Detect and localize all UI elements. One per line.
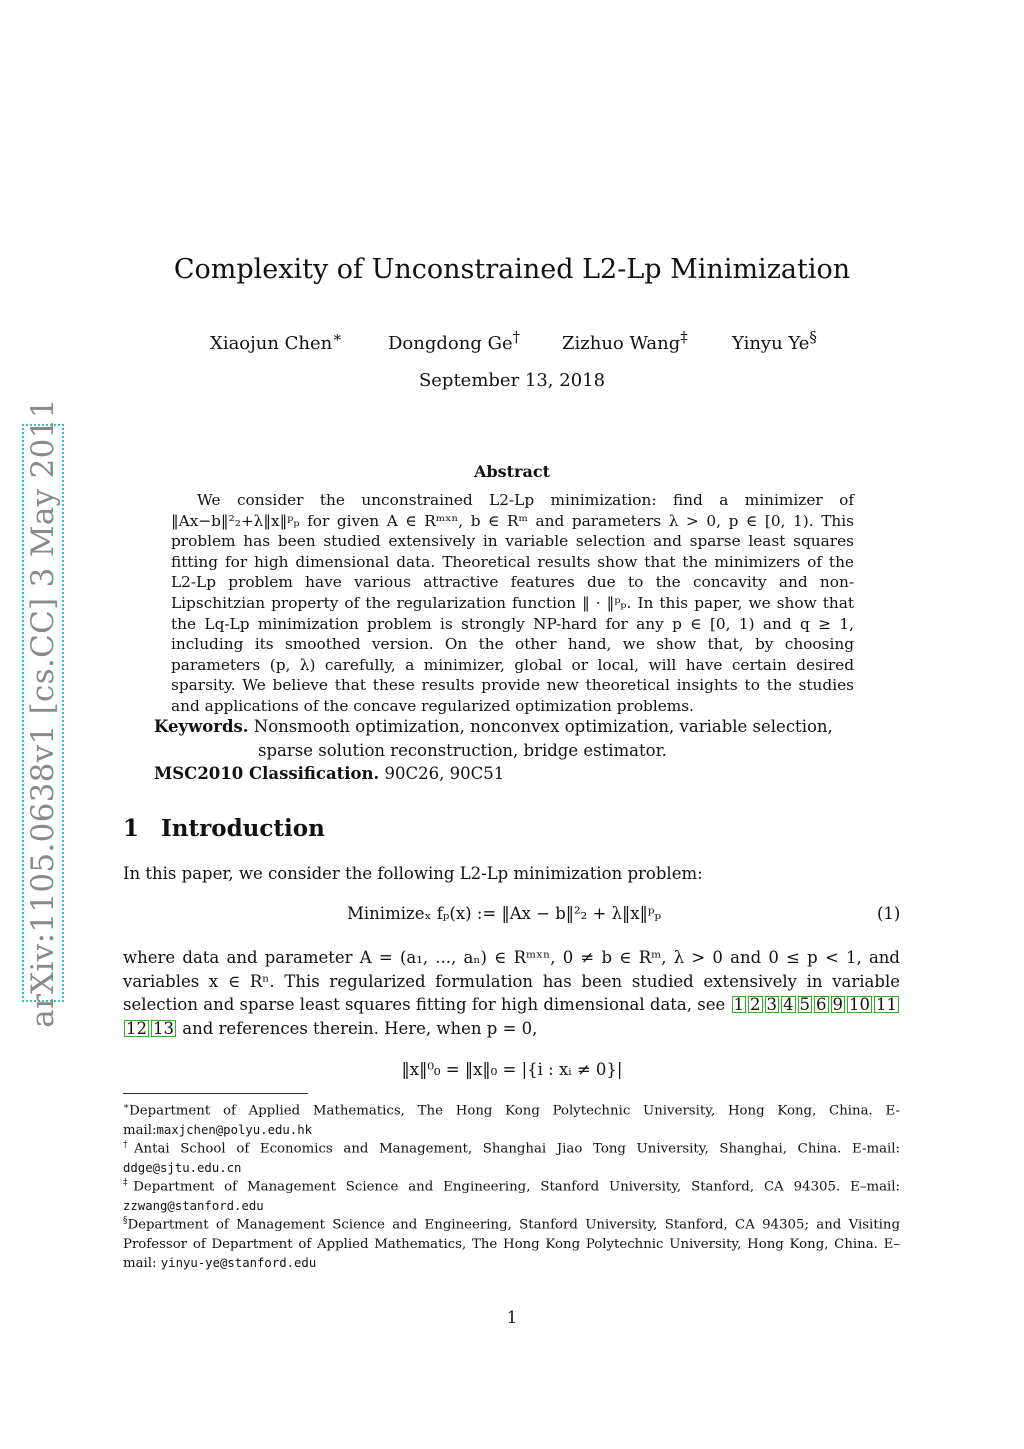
email-link[interactable]: yinyu-ye@stanford.edu: [160, 1255, 317, 1270]
equation-1-body: Minimizeₓ fₚ(x) := ‖Ax − b‖²₂ + λ‖x‖ᵖₚ: [347, 904, 662, 923]
citation-link[interactable]: 3: [766, 995, 777, 1014]
msc-value: 90C26, 90C51: [384, 764, 505, 783]
arxiv-stamp[interactable]: [22, 398, 64, 1028]
paragraph-text-end: and references therein. Here, when p = 0,: [182, 1018, 538, 1038]
section-heading: [123, 815, 325, 842]
citation-link[interactable]: 12: [126, 1018, 147, 1038]
citation-link[interactable]: 9: [832, 995, 843, 1014]
abstract-body: [171, 490, 854, 717]
section-title: Introduction: [161, 815, 325, 842]
keywords-block: [154, 715, 914, 786]
citation-link[interactable]: 6: [816, 995, 827, 1014]
abstract-heading: Abstract: [474, 462, 550, 481]
msc-label: MSC2010 Classification.: [154, 764, 380, 783]
arxiv-stamp-text: arXiv:1105.0638v1 [cs.CC] 3 May 2011: [25, 398, 61, 1028]
keywords-label: Keywords.: [154, 717, 249, 736]
email-link[interactable]: zzwang@stanford.edu: [123, 1198, 264, 1213]
citation-link[interactable]: 2: [750, 995, 761, 1014]
paragraph-text: where data and parameter A = (a₁, ..., aₙ) ∈ Rᵐˣⁿ, 0 ≠ b ∈ Rᵐ, λ > 0 and 0 ≤ p < 1, and variables x ∈ Rⁿ. This regularized formulation has been studied extensively in variable selection and sparse least squares fitting for high dimensional data, see: [123, 948, 900, 1014]
paper-title: Complexity of Unconstrained L2-Lp Minimization: [173, 254, 851, 285]
citation-link[interactable]: 13: [153, 1018, 174, 1038]
abstract-text: We consider the unconstrained L2-Lp minimization: find a minimizer of ‖Ax−b‖²₂+λ‖x‖ᵖₚ for given A ∈ Rᵐˣⁿ, b ∈ Rᵐ and parameters λ > 0, p ∈ [0, 1). This problem has been studied extensively in variable selection and sparse least squares fitting for high dimensional data. Theoretical results show that the minimizers of the L2-Lp problem have various attractive features due to the concavity and non-Lipschitzian property of the regularization function ‖ · ‖ᵖₚ. In this paper, we show that the Lq-Lp minimization problem is strongly NP-hard for any p ∈ [0, 1) and q ≥ 1, including its smoothed version. On the other hand, we show that, by choosing parameters (p, λ) carefully, a minimizer, global or local, will have certain desired sparsity. We believe that these results provide new theoretical insights to the studies and applications of the concave regularized optimization problems.: [171, 491, 854, 715]
footnote: §Department of Management Science and Engineering, Stanford University, Stanford, CA 94305; and Visiting Professor of Department of Applied Mathematics, The Hong Kong Polytechnic University, Hong Kong, China. E–mail: yinyu-ye@stanford.edu: [123, 1216, 900, 1271]
keywords-line2: sparse solution reconstruction, bridge estimator.: [258, 740, 667, 760]
footnote: ‡Department of Management Science and Engineering, Stanford University, Stanford, CA 94305. E–mail: zzwang@stanford.edu: [123, 1178, 900, 1213]
citation-link[interactable]: 10: [849, 995, 870, 1014]
equation-1-tag: (1): [877, 904, 901, 923]
footnote-rule: [123, 1093, 308, 1094]
email-link[interactable]: ddge@sjtu.edu.cn: [123, 1160, 242, 1175]
section-number: 1: [123, 815, 140, 842]
footnote: ∗Department of Applied Mathematics, The Hong Kong Polytechnic University, Hong Kong, China. E-mail:maxjchen@polyu.edu.hk: [123, 1102, 900, 1138]
citation-link[interactable]: 5: [799, 995, 810, 1014]
citation-link[interactable]: 1: [733, 995, 744, 1014]
citation-link[interactable]: 4: [783, 995, 794, 1014]
author: Xiaojun Chen∗: [210, 328, 343, 354]
author: Zizhuo Wang‡: [562, 328, 688, 354]
citation-link[interactable]: 11: [876, 995, 897, 1014]
email-link[interactable]: maxjchen@polyu.edu.hk: [156, 1122, 313, 1137]
footnote: †Antai School of Economics and Management, Shanghai Jiao Tong University, Shanghai, China. E-mail: ddge@sjtu.edu.cn: [123, 1140, 900, 1175]
intro-paragraph: In this paper, we consider the following L2-Lp minimization problem:: [123, 864, 703, 883]
equation-2: ‖x‖⁰₀ = ‖x‖₀ = |{i : xᵢ ≠ 0}|: [401, 1060, 623, 1079]
keywords-line1: Nonsmooth optimization, nonconvex optimization, variable selection,: [253, 717, 833, 736]
author: Yinyu Ye§: [732, 328, 817, 354]
page-number: 1: [506, 1308, 518, 1327]
body-paragraph: [123, 946, 900, 1040]
author: Dongdong Ge†: [388, 328, 521, 354]
paper-date: September 13, 2018: [418, 370, 606, 391]
